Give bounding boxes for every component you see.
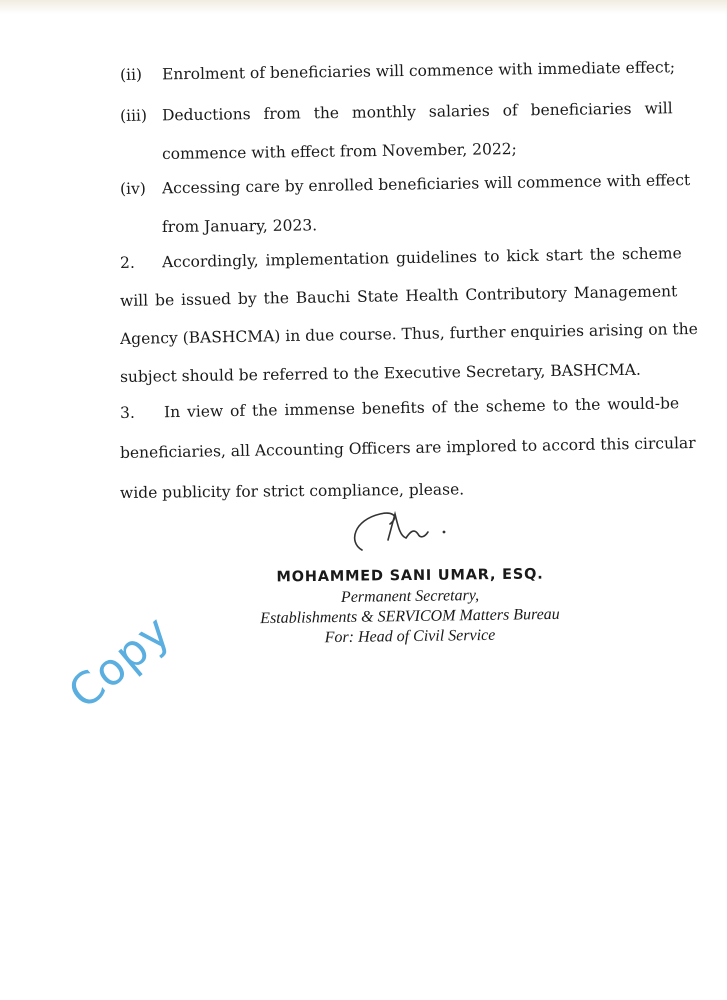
paragraph-2-line-4: subject should be referred to the Executive Secretary, BASHCMA. [119,360,641,386]
list-item-number: (iii) [119,106,148,125]
signatory-title: Permanent Secretary, [340,587,480,606]
paragraph-3-line-1 [120,394,679,422]
list-item-ii [120,58,675,84]
signatory-office: Establishments & SERVICOM Matters Bureau [260,605,560,628]
list-item-text-continued: from January, 2023. [161,216,318,236]
paragraph-text: Accordingly, implementation guidelines to kick start the scheme [161,244,682,272]
paragraph-number: 3. [119,403,135,422]
copy-stamp: Copy [59,605,181,719]
paragraph-3-line-3: wide publicity for strict compliance, please. [119,480,465,502]
paragraph-2-line-3: Agency (BASHCMA) in due course. Thus, further enquiries arising on the [119,319,699,348]
list-item-text-continued: commence with effect from November, 2022; [161,140,517,163]
paragraph-3-line-2: beneficiaries, all Accounting Officers are implored to accord this circular [119,433,696,462]
paragraph-2-line-2: will be issued by the Bauchi State Health Contributory Management [119,282,678,310]
list-item-text: Deductions from the monthly salaries of beneficiaries will [161,99,673,125]
list-item-text: Enrolment of beneficiaries will commence with immediate effect; [161,58,676,84]
list-item-iii [120,99,673,125]
signatory-for-line: For: Head of Civil Service [324,626,496,647]
list-item-text: Accessing care by enrolled beneficiaries will commence with effect [161,171,691,198]
paragraph-2-line-1 [120,244,682,272]
list-item-number: (iv) [119,179,146,198]
paragraph-number: 2. [119,253,135,272]
list-item-number: (ii) [119,65,143,84]
list-item-iv [120,171,690,198]
signatory-name: MOHAMMED SANI UMAR, ESQ. [276,566,544,586]
page-top-edge [0,0,727,14]
handwritten-signature [340,502,470,562]
paragraph-text: In view of the immense benefits of the scheme to the would-be [163,394,680,422]
signatory-block [230,568,590,647]
